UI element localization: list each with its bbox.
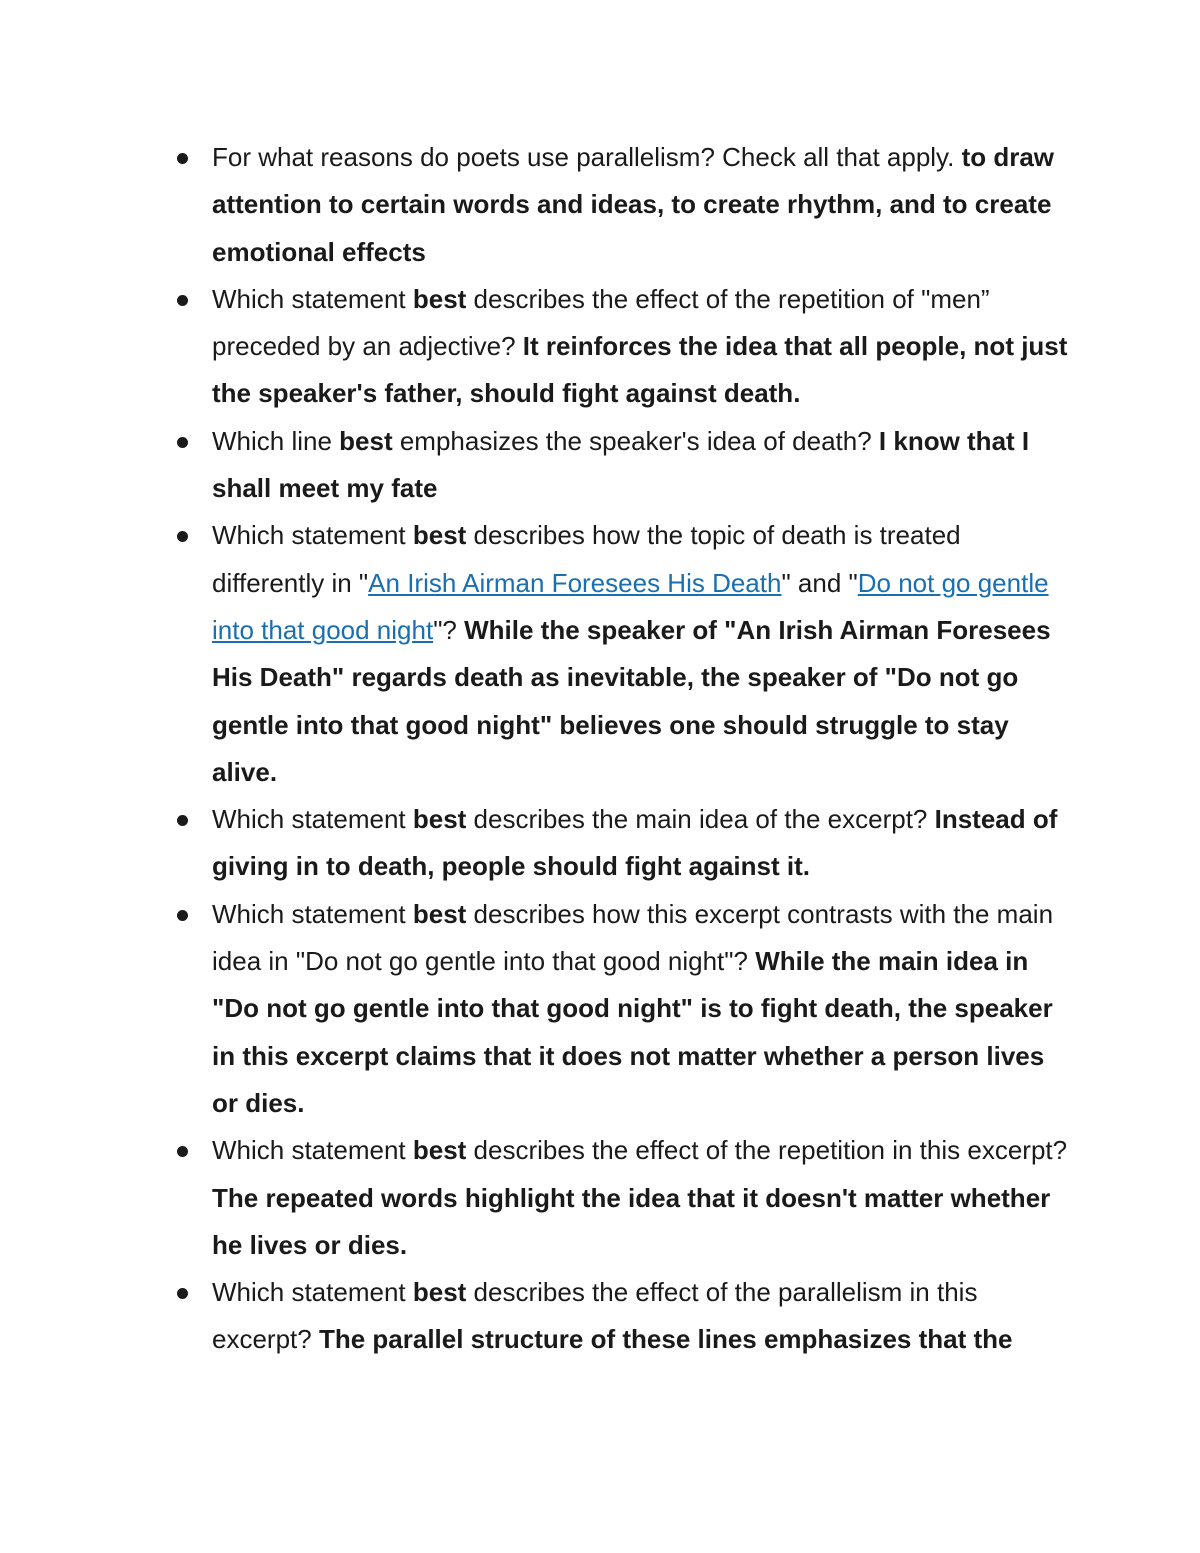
answer-text: Instead of giving in to death, people should fight against it.: [212, 804, 1058, 882]
question-text: Which statement: [212, 1135, 413, 1166]
bullet-icon: [177, 1146, 188, 1157]
bullet-icon: [177, 1288, 188, 1299]
answer-text: It reinforces the idea that all people, not just the speaker's father, should fight against death.: [212, 331, 1068, 409]
emphasis-best: best: [339, 425, 393, 456]
answer-text: While the speaker of "An Irish Airman Foresees His Death" regards death as inevitable, the speaker of "Do not go gentle into that good night" believes one should struggle to stay alive.: [212, 614, 1051, 787]
emphasis-best: best: [412, 520, 467, 551]
question-text: Which line: [212, 425, 340, 456]
answer-text: While the main idea in "Do not go gentle into that good night" is to fight death, the speaker in this excerpt claims that it does not matter whether a person lives or dies.: [212, 946, 1053, 1118]
list-item: [0, 1127, 1200, 1269]
question-text: describes how the topic of death is treated differently in ": [212, 520, 961, 598]
list-item: [0, 418, 1200, 513]
question-text: describes the effect of the parallelism in this excerpt?: [212, 1277, 978, 1355]
question-text: describes the main idea of the excerpt?: [466, 804, 935, 835]
emphasis-best: best: [412, 898, 467, 929]
answer-text: I know that I shall meet my fate: [212, 425, 1030, 504]
question-text: " and ": [781, 567, 858, 598]
list-item: [0, 512, 1200, 796]
question-text: Which statement: [212, 1277, 413, 1308]
answer-text: The repeated words highlight the idea that it doesn't matter whether he lives or dies.: [212, 1182, 1051, 1260]
question-text: Which statement: [212, 520, 413, 551]
list-item: [0, 134, 1200, 276]
bullet-icon: [177, 815, 188, 826]
question-text: For what reasons do poets use parallelism? Check all that apply.: [212, 142, 962, 172]
question-text: Which statement: [212, 804, 413, 835]
question-text: describes the effect of the repetition in this excerpt?: [466, 1135, 1068, 1166]
emphasis-best: best: [412, 804, 467, 835]
link-irish-airman[interactable]: An Irish Airman Foresees His Death: [368, 567, 782, 598]
link-do-not-go-gentle[interactable]: Do not go gentle into that good night: [212, 567, 1049, 645]
question-text: Which statement: [212, 283, 413, 314]
list-item: [0, 1269, 1200, 1364]
answer-text: to draw attention to certain words and ideas, to create rhythm, and to create emotional effects: [212, 142, 1055, 267]
list-item: [0, 891, 1200, 1127]
emphasis-best: best: [412, 1277, 467, 1308]
question-text: describes the effect of the repetition of "men” preceded by an adjective?: [212, 283, 990, 362]
question-text: describes how this excerpt contrasts with the main idea in "Do not go gentle into that good night"?: [212, 898, 1054, 977]
list-item: [0, 796, 1200, 891]
answer-text: The parallel structure of these lines emphasizes that the: [318, 1324, 1013, 1355]
list-item: [0, 276, 1200, 418]
bullet-icon: [177, 531, 188, 542]
question-answer-list: [0, 134, 1200, 1364]
bullet-icon: [177, 437, 188, 448]
question-text: Which statement: [212, 898, 413, 929]
emphasis-best: best: [412, 1135, 467, 1166]
bullet-icon: [177, 910, 188, 921]
emphasis-best: best: [412, 283, 467, 314]
bullet-icon: [177, 295, 188, 306]
question-text: "?: [433, 614, 465, 645]
question-text: emphasizes the speaker's idea of death?: [392, 425, 879, 456]
bullet-icon: [177, 153, 188, 164]
